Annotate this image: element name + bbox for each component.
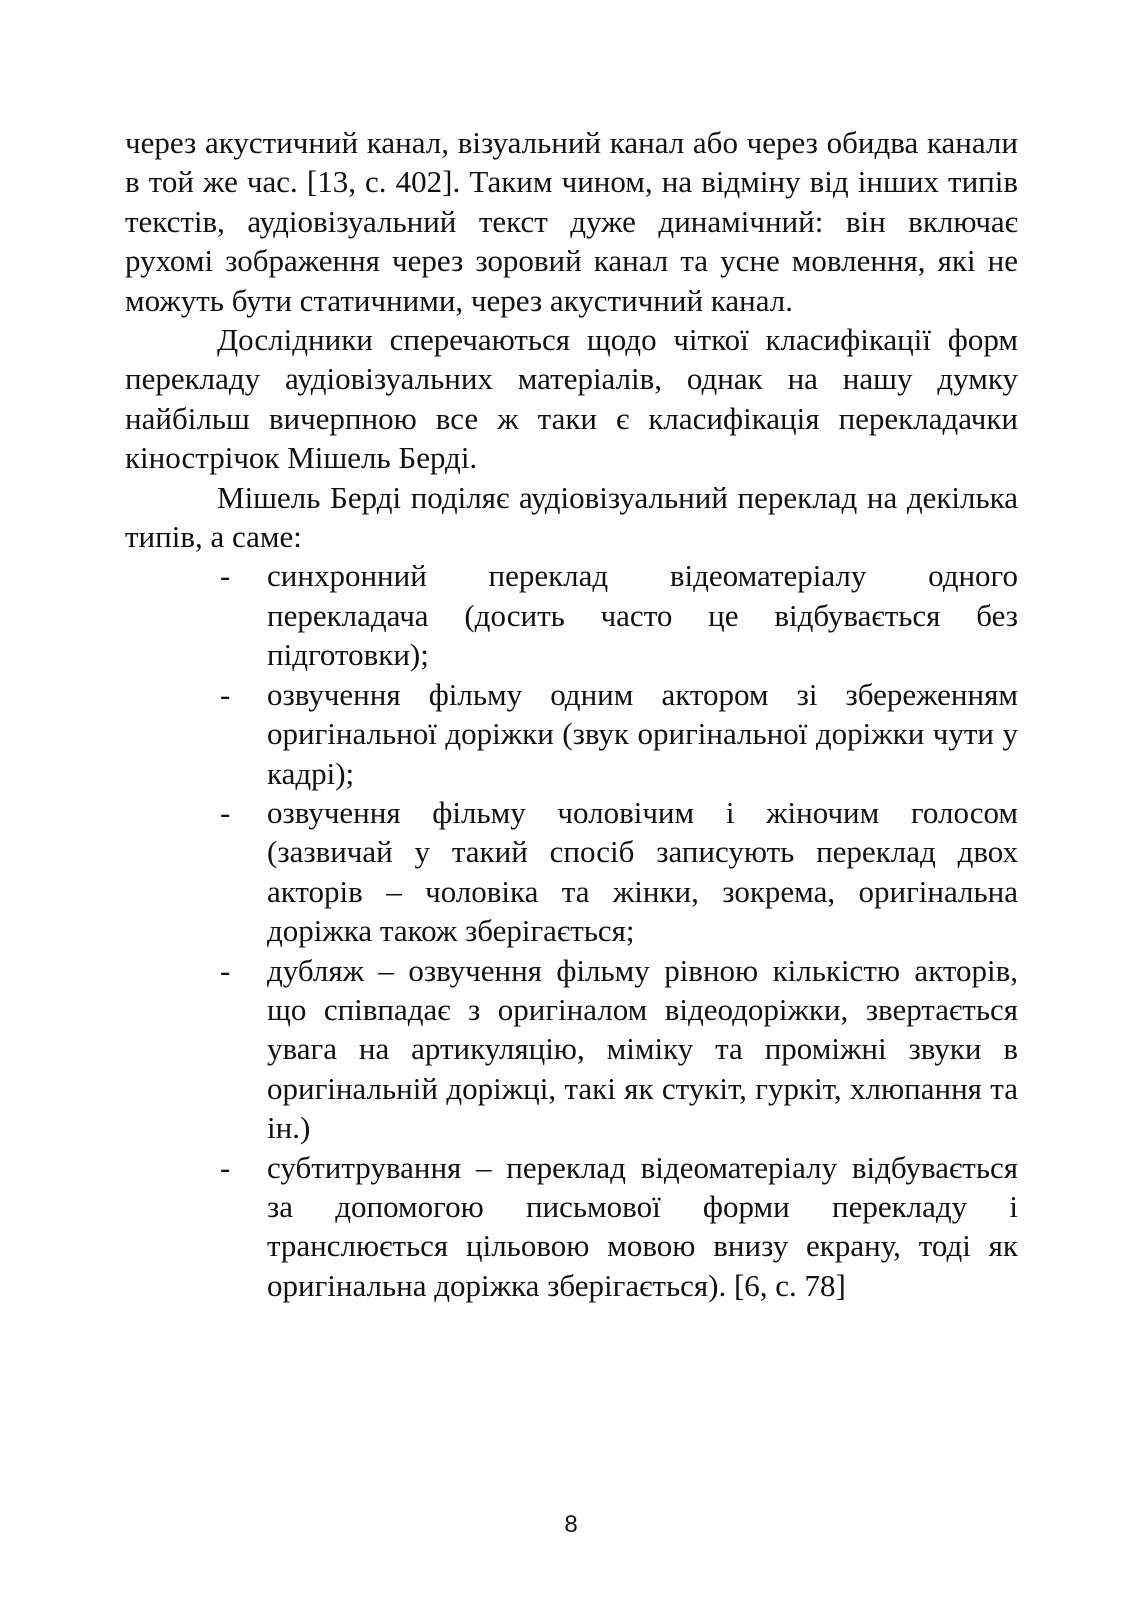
paragraph-3: Мішель Берді поділяє аудіовізуальний переклад на декілька типів, а саме: (125, 479, 1018, 555)
list-item-text: дубляж – озвучення фільму рівною кількістю акторів, що співпадає з оригіналом відеодоріжки, звертається увага на артикуляцію, міміку та проміжні звуки в оригінальній доріжці, такі як стукіт, гуркіт, хлюпання та ін.) (267, 952, 1018, 1146)
list-item (125, 1148, 1018, 1306)
translation-types-list (125, 556, 1018, 1305)
page-number: 8 (564, 1511, 578, 1538)
list-dash: - (220, 558, 231, 594)
page-content (125, 123, 1018, 1305)
paragraph-2: Дослідники сперечаються щодо чіткої класифікації форм перекладу аудіовізуальних матеріалів, однак на нашу думку найбільш вичерпною все ж таки є класифікація перекладачки кінострічок Мішель Берді. (125, 322, 1018, 476)
list-item-text: озвучення фільму чоловічим і жіночим голосом (зазвичай у такий спосіб записують переклад двох акторів – чоловіка та жінки, зокрема, оригінальна доріжка також зберігається; (267, 794, 1018, 949)
list-item (125, 793, 1018, 951)
list-item-text: синхронний переклад відеоматеріалу одного перекладача (досить часто це відбувається без підготовки); (267, 558, 1018, 673)
list-dash: - (220, 794, 231, 830)
list-item-text: озвучення фільму одним актором зі збереженням оригінальної доріжки (звук оригінальної доріжки чути у кадрі); (267, 676, 1018, 791)
list-item-text: субтитрування – переклад відеоматеріалу відбувається за допомогою письмової форми перекладу і транслюється цільовою мовою внизу екрану, тоді як оригінальна доріжка зберігається). [6, с. 78] (267, 1149, 1018, 1303)
list-dash: - (220, 1149, 231, 1185)
list-item (125, 556, 1018, 674)
list-item (125, 951, 1018, 1148)
list-dash: - (220, 676, 231, 712)
list-item (125, 675, 1018, 793)
paragraph-1: через акустичний канал, візуальний канал або через обидва канали в той же час. [13, с. 402]. Таким чином, на відміну від інших типів текстів, аудіовізуальний текст дуже динамічний: він включає рухомі зображення через зоровий канал та усне мовлення, які не можуть бути статичними, через акустичний канал. (125, 125, 1018, 318)
list-dash: - (220, 952, 231, 988)
